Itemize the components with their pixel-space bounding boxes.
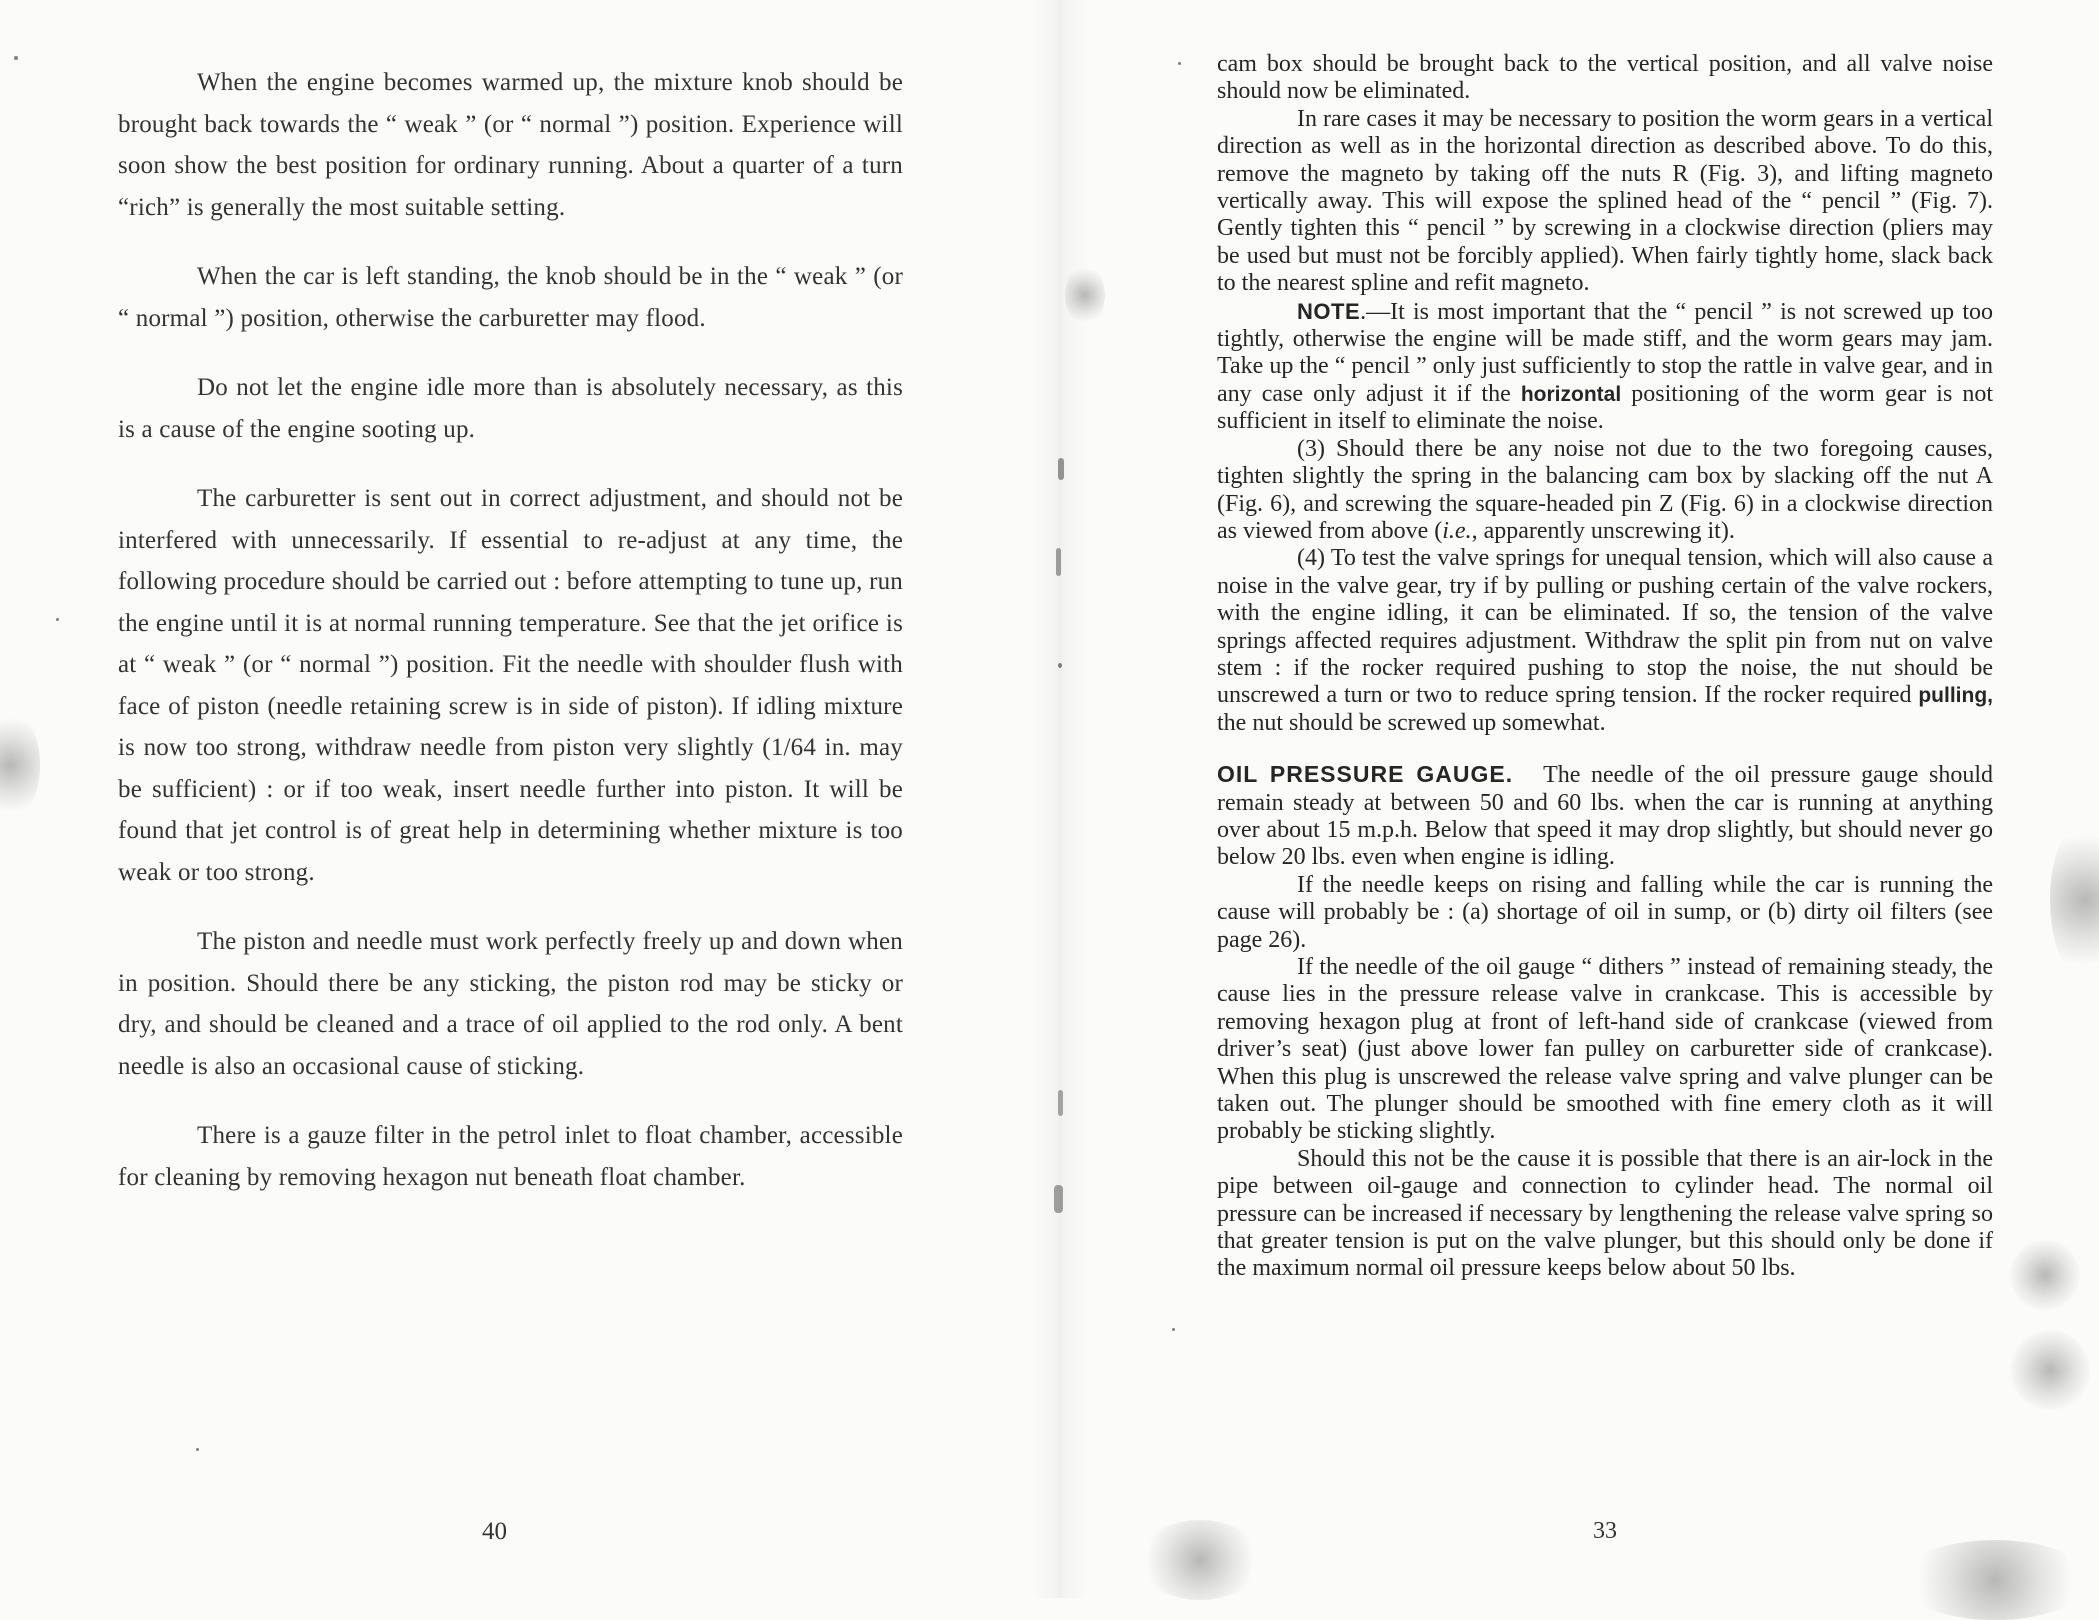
left-page-number: 40 [482, 1518, 507, 1545]
scan-speck [196, 1448, 199, 1451]
scan-speck [1058, 1090, 1063, 1116]
note-text: positioning of the worm gear is not sufficient in itself to eliminate the noise. [1217, 380, 1994, 435]
scan-speck [56, 618, 59, 621]
note-paragraph [1217, 298, 1993, 436]
right-page-text [1217, 51, 1993, 1283]
note-text: .—It is most important that the “ pencil ” is not screwed up too tightly, otherwise the engine will be made stiff, and the worm gears may jam. Take up the “ pencil ” only just sufficiently to stop the rattle in valve gear, and in any case only adjust it if the [1217, 298, 1993, 407]
paragraph: The carburetter is sent out in correct adjustment, and should not be interfered with unnecessarily. If essential to re-adjust at any time, the following procedure should be carried out : before attempting to tune up, run the engine until it is at normal running temperature. See that the jet orifice is at “ weak ” (or “ normal ”) position. Fit the needle with shoulder flush with face of piston (needle retaining screw is in side of piston). If idling mixture is now too strong, withdraw needle from piston very slightly (1/64 in. may be sufficient) : or if too weak, insert needle further into piston. It will be found that jet control is of great help in determining whether mixture is too weak or too strong. [118, 485, 903, 886]
scan-speck [1058, 663, 1062, 668]
oil-gauge-paragraph [1217, 761, 1993, 872]
scan-speck [1178, 62, 1181, 65]
scan-speck [14, 56, 18, 60]
paragraph-text: (3) Should there be any noise not due to the two foregoing causes, tighten slightly the spring in the balancing cam box by slacking off the nut A (Fig. 6), and screwing the square-headed pin Z (Fig. 6) in a clockwise direction as viewed from above ( [1217, 435, 1993, 544]
left-page-text [118, 62, 903, 1226]
paragraph: When the engine becomes warmed up, the mixture knob should be brought back towards the “ weak ” (or “ normal ”) position. Experience will soon show the best position for ordinary running. About a quarter of a turn “rich” is generally the most suitable setting. [118, 69, 903, 221]
paragraph-text: The needle of the oil pressure gauge should remain steady at between 50 and 60 lbs. when the car is running at anything over about 15 m.p.h. Below that speed it may drop slightly, but should never go below 20 lbs. even when engine is idling. [1217, 762, 1993, 871]
scan-scuff [1900, 1540, 2090, 1620]
paragraph: If the needle of the oil gauge “ dithers ” instead of remaining steady, the cause lies in the pressure release valve in crankcase. This is accessible by removing hexagon plug at front of left-hand side of crankcase (viewed from driver’s seat) (just above lower fan pulley on carburetter side of crankcase). When this plug is unscrewed the release valve spring and valve plunger can be taken out. The plunger should be smoothed with fine emery cloth as it will probably be sticking slightly. [1217, 954, 1993, 1145]
paragraph-italic: i.e. [1442, 517, 1472, 544]
paragraph: There is a gauze filter in the petrol inlet to float chamber, accessible for cleaning by removing hexagon nut beneath float chamber. [118, 1122, 903, 1191]
paragraph [1217, 545, 1993, 737]
scan-speck [1172, 1328, 1175, 1331]
paragraph-emphasis: pulling, [1918, 684, 1994, 708]
scan-scuff [0, 710, 40, 820]
scan-speck [1056, 548, 1061, 576]
paragraph [1217, 436, 1993, 546]
scan-scuff [1140, 1520, 1260, 1600]
paragraph-text: , apparently unscrewing it). [1471, 517, 1735, 544]
right-page-number: 33 [1593, 1518, 1617, 1544]
scan-scuff [2050, 820, 2099, 980]
scan-scuff [1065, 265, 1105, 325]
paragraph-text: (4) To test the valve springs for unequal tension, which will also cause a noise in the valve gear, try if by pulling or pushing certain of the valve rockers, with the engine idling, it can be eliminated. If so, the tension of the valve springs affected requires adjustment. Withdraw the split pin from nut on valve stem : if the rocker required pushing to stop the noise, the nut should be unscrewed a turn or two to reduce spring tension. If the rocker required [1217, 545, 1993, 709]
scan-speck [1058, 458, 1064, 480]
scan-scuff [2010, 1240, 2080, 1310]
note-emphasis: horizontal [1520, 382, 1622, 406]
book-gutter [1030, 0, 1090, 1598]
scan-scuff [2010, 1330, 2090, 1410]
paragraph: If the needle keeps on rising and falling while the car is running the cause will probably be : (a) shortage of oil in sump, or (b) dirty oil filters (see page 26). [1217, 871, 1993, 953]
paragraph: Should this not be the cause it is possible that there is an air-lock in the pipe between oil-gauge and connection to cylinder head. The normal oil pressure can be increased if necessary by lengthening the release valve spring so that greater tension is put on the valve plunger, but this should only be done if the maximum normal oil pressure keeps below about 50 lbs. [1217, 1145, 1993, 1282]
paragraph: In rare cases it may be necessary to position the worm gears in a vertical direction as well as in the horizontal direction as described above. To do this, remove the magneto by taking off the nuts R (Fig. 3), and lifting magneto vertically away. This will expose the splined head of the “ pencil ” (Fig. 7). Gently tighten this “ pencil ” by screwing in a clockwise direction (pliers may be used but must not be forcibly applied). When fairly tightly home, slack back to the nearest spline and refit magneto. [1217, 105, 1993, 297]
paragraph: The piston and needle must work perfectly freely up and down when in position. Should there be any sticking, the piston rod may be sticky or dry, and should be cleaned and a trace of oil applied to the rod only. A bent needle is also an occasional cause of sticking. [118, 928, 903, 1080]
note-label: NOTE [1297, 298, 1361, 324]
paragraph: When the car is left standing, the knob should be in the “ weak ” (or “ normal ”) position, otherwise the carburetter may flood. [118, 263, 903, 332]
paragraph: cam box should be brought back to the vertical position, and all valve noise should now be eliminated. [1217, 51, 1993, 105]
section-heading: OIL PRESSURE GAUGE. [1217, 761, 1514, 788]
paragraph-text: the nut should be screwed up somewhat. [1217, 709, 1606, 736]
paragraph: Do not let the engine idle more than is absolutely necessary, as this is a cause of the engine sooting up. [118, 374, 903, 443]
scan-speck [1054, 1185, 1063, 1213]
